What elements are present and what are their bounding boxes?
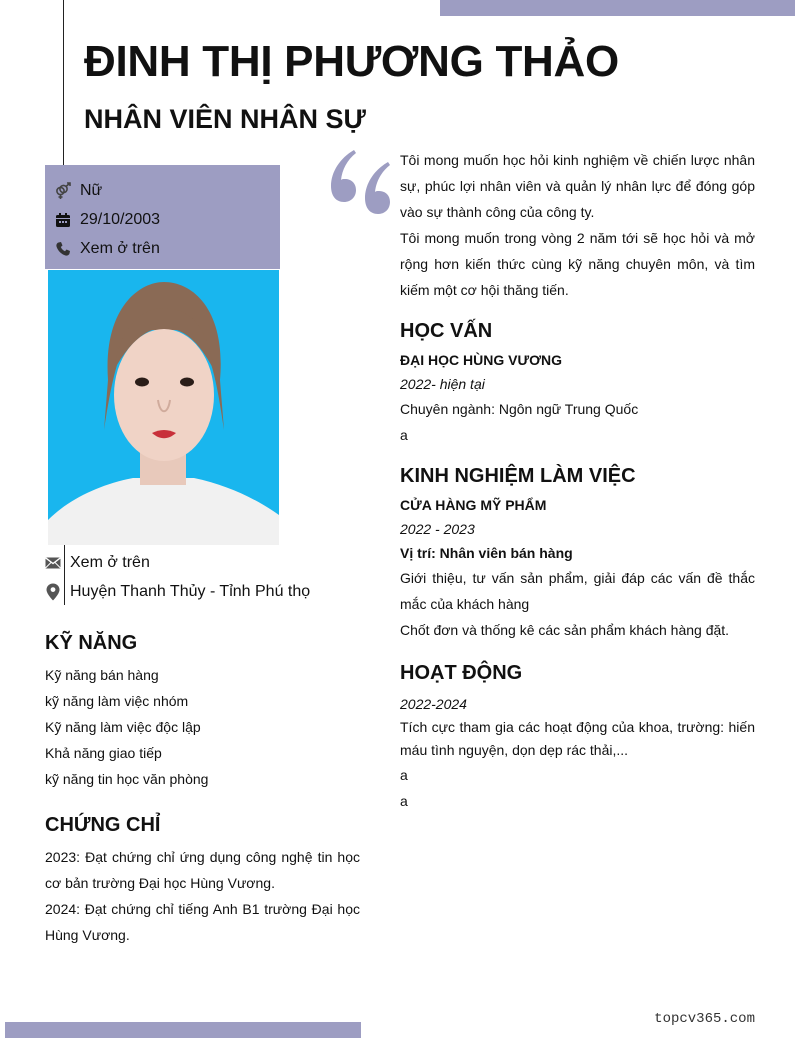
objective-section — [400, 147, 755, 303]
skill-item: Khả năng giao tiếp — [45, 745, 162, 761]
certificate-item: 2023: Đạt chứng chỉ ứng dụng công nghệ tin học cơ bản trường Đại học Hùng Vương. — [45, 849, 360, 891]
email-value: Xem ở trên — [70, 554, 150, 571]
education-extra: a — [400, 427, 408, 443]
experience-detail: Giới thiệu, tư vấn sản phẩm, giải đáp các vấn đề thắc mắc của khách hàng — [400, 570, 755, 612]
profile-photo — [48, 270, 279, 545]
objective-paragraph: Tôi mong muốn học hỏi kinh nghiệm về chiến lược nhân sự, phúc lợi nhân viên và quản lý nhân lực để đóng góp vào sự thành công của công ty. — [400, 152, 755, 220]
experience-company: CỬA HÀNG MỸ PHẨM — [400, 497, 547, 513]
objective-paragraph: Tôi mong muốn trong vòng 2 năm tới sẽ học hỏi và mở rộng hơn kiến thức cùng kỹ năng chuyên môn, và tìm kiếm một cơ hội thăng tiến. — [400, 230, 755, 298]
certificates-title: CHỨNG CHỈ — [45, 814, 161, 836]
experience-title: KINH NGHIỆM LÀM VIỆC — [400, 465, 636, 487]
candidate-role: NHÂN VIÊN NHÂN SỰ — [84, 104, 366, 134]
gender-row — [45, 179, 102, 203]
skill-item: kỹ năng tin học văn phòng — [45, 771, 209, 787]
experience-section — [400, 463, 755, 643]
quote-icon — [328, 148, 394, 221]
skill-item: Kỹ năng bán hàng — [45, 667, 159, 683]
education-school: ĐẠI HỌC HÙNG VƯƠNG — [400, 352, 563, 368]
phone-icon — [54, 240, 72, 258]
gender-value: Nữ — [80, 182, 103, 199]
activities-section — [400, 660, 755, 814]
birthday-row — [45, 208, 160, 232]
activities-description: Tích cực tham gia các hoạt động của khoa, trường: hiến máu tình nguyện, dọn dẹp rác thải,... — [400, 719, 755, 758]
email-row — [45, 551, 150, 575]
envelope-icon — [45, 555, 61, 571]
candidate-name: ĐINH THỊ PHƯƠNG THẢO — [84, 37, 619, 86]
activities-title: HOẠT ĐỘNG — [400, 662, 523, 684]
address-row — [45, 580, 310, 604]
watermark: topcv365.com — [654, 1011, 755, 1027]
skills-title: KỸ NĂNG — [45, 632, 138, 654]
activities-period: 2022-2024 — [400, 696, 467, 712]
personal-info-box — [45, 165, 280, 269]
education-major: Chuyên ngành: Ngôn ngữ Trung Quốc — [400, 401, 639, 417]
certificate-item: 2024: Đạt chứng chỉ tiếng Anh B1 trường Đại học Hùng Vương. — [45, 901, 360, 943]
phone-value: Xem ở trên — [80, 240, 160, 257]
address-value: Huyện Thanh Thủy - Tỉnh Phú thọ — [70, 583, 311, 600]
education-section — [400, 318, 755, 448]
top-vertical-line — [63, 0, 64, 165]
activities-extra: a — [400, 767, 408, 783]
certificates-section — [45, 812, 360, 948]
phone-row — [45, 237, 160, 261]
education-title: HỌC VẤN — [400, 320, 493, 342]
gender-icon — [54, 182, 72, 200]
skill-item: Kỹ năng làm việc độc lập — [45, 719, 201, 735]
birthday-value: 29/10/2003 — [80, 211, 161, 228]
location-pin-icon — [45, 584, 61, 600]
top-accent-bar — [440, 0, 795, 16]
activities-extra: a — [400, 793, 408, 809]
calendar-icon — [54, 211, 72, 229]
skill-item: kỹ năng làm việc nhóm — [45, 693, 189, 709]
bottom-accent-bar — [5, 1022, 361, 1038]
skills-section — [45, 630, 360, 792]
education-period: 2022- hiện tại — [400, 376, 485, 392]
experience-period: 2022 - 2023 — [400, 521, 475, 537]
experience-position: Vị trí: Nhân viên bán hàng — [400, 545, 573, 561]
experience-detail: Chốt đơn và thống kê các sản phẩm khách hàng đặt. — [400, 622, 730, 638]
